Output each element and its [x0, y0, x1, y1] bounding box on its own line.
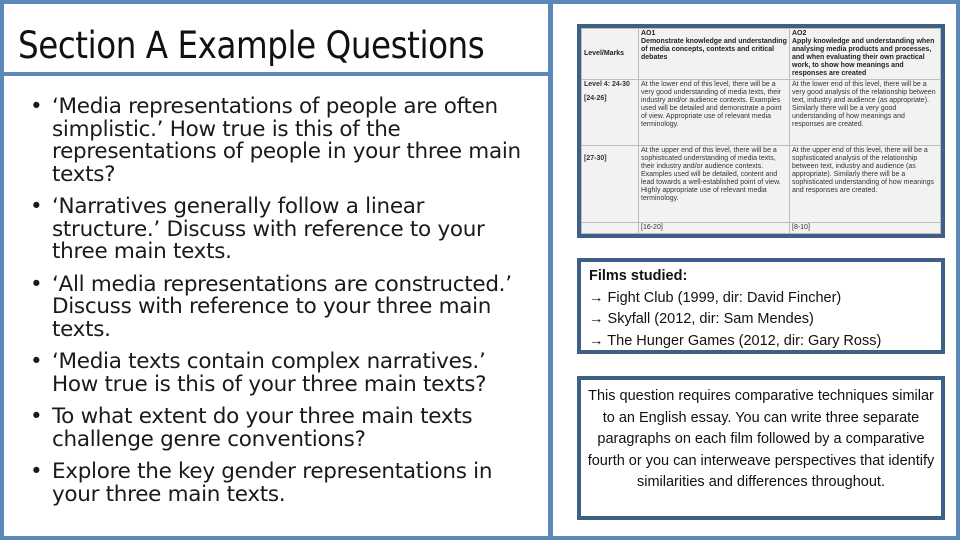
question-text: To what extent do your three main texts challenge genre conventions?	[52, 404, 473, 452]
list-item	[589, 309, 933, 331]
films-studied-box	[577, 258, 945, 354]
question-list	[26, 96, 536, 516]
bullet-icon: •	[30, 94, 43, 119]
questions-panel	[4, 4, 548, 536]
ao1-description: Demonstrate knowledge and understanding of media concepts, contexts and critical debates	[641, 38, 787, 61]
film-title: Fight Club (1999, dir: David Fincher)	[607, 289, 842, 306]
film-title: Skyfall (2012, dir: Sam Mendes)	[607, 311, 814, 327]
bullet-icon: •	[30, 349, 43, 374]
ao1-title: AO1	[641, 30, 656, 37]
arrow-right-icon: →	[589, 332, 604, 349]
table-cell: At the upper end of this level, there will be a sophisticated analysis of the relationship between text, industry and audience (as appropriate). Similarly there will be a sophisticated understanding of how meanings and responses are created.	[790, 146, 941, 223]
mark-scheme-image	[577, 24, 945, 238]
ao2-description: Apply knowledge and understanding when analysing media products and processes, and when evaluating their own practical work, to show how meanings and responses are created	[792, 38, 935, 77]
page-title: Section A Example Questions	[18, 24, 485, 67]
arrow-right-icon: →	[589, 311, 604, 327]
list-item	[26, 461, 536, 506]
table-cell: At the upper end of this level, there will be a sophisticated understanding of media texts, their industry and/or audience contexts. Examples used will be detailed, content and lead towards a well-established point of view. Highly appropriate use of relevant media terminology.	[639, 146, 790, 223]
mark-scheme-table	[581, 28, 941, 234]
bullet-icon: •	[30, 271, 43, 297]
question-text: ‘All media representations are constructed.’ Discuss with reference to your three main texts.	[52, 271, 512, 342]
range-low: [24-26]	[584, 95, 607, 102]
table-header-cell	[639, 29, 790, 80]
info-panel	[553, 4, 956, 536]
bullet-icon: •	[30, 459, 43, 484]
list-item	[26, 406, 536, 451]
table-header-cell: Level/Marks	[582, 29, 639, 80]
question-text: ‘Narratives generally follow a linear structure.’ Discuss with reference to your three main texts.	[52, 194, 485, 264]
title-box	[4, 4, 548, 76]
list-item	[589, 288, 933, 310]
table-cell: At the lower end of this level, there will be a very good analysis of the relationship between text, industry and audience (as appropriate). Similarly there will be a very good understanding of how meanings and responses are created.	[790, 80, 941, 146]
table-row	[582, 80, 941, 146]
table-row	[582, 223, 941, 234]
table-header-cell	[790, 29, 941, 80]
guidance-note-box	[577, 376, 945, 520]
level-label: Level 4: 24-30	[584, 81, 630, 88]
list-item	[26, 96, 536, 186]
list-item	[26, 196, 536, 264]
film-title: The Hunger Games (2012, dir: Gary Ross)	[607, 332, 882, 349]
question-text: ‘Media texts contain complex narratives.’ How true is this of your three main texts?	[52, 349, 487, 397]
question-text: Explore the key gender representations in your three main texts.	[52, 459, 493, 507]
films-heading: Films studied:	[589, 268, 688, 284]
table-cell	[582, 146, 639, 223]
arrow-right-icon: →	[589, 289, 604, 306]
guidance-note-text: This question requires comparative techniques similar to an English essay. You can write three separate paragraphs on each film followed by a comparative fourth or you can interweave perspectives that identify similarities and differences throughout.	[587, 388, 935, 490]
table-cell	[582, 80, 639, 146]
list-item	[589, 331, 933, 353]
ao2-title: AO2	[792, 30, 807, 37]
bullet-icon: •	[30, 404, 43, 429]
table-cell: At the lower end of this level, there will be a very good understanding of media texts, their industry and/or audience contexts. Examples used will be detailed and demonstrate a point of view. Appropriate use of relevant media terminology.	[639, 80, 790, 146]
table-row	[582, 146, 941, 223]
list-item	[26, 271, 536, 342]
question-text: ‘Media representations of people are often simplistic.’ How true is this of the representations of people in your three main texts?	[52, 94, 521, 187]
table-row	[582, 29, 941, 80]
list-item	[26, 351, 536, 396]
table-cell	[582, 223, 639, 234]
table-cell: [8-10]	[790, 223, 941, 234]
table-cell: [16-20]	[639, 223, 790, 234]
bullet-icon: •	[30, 194, 43, 219]
range-high: [27-30]	[584, 155, 607, 163]
